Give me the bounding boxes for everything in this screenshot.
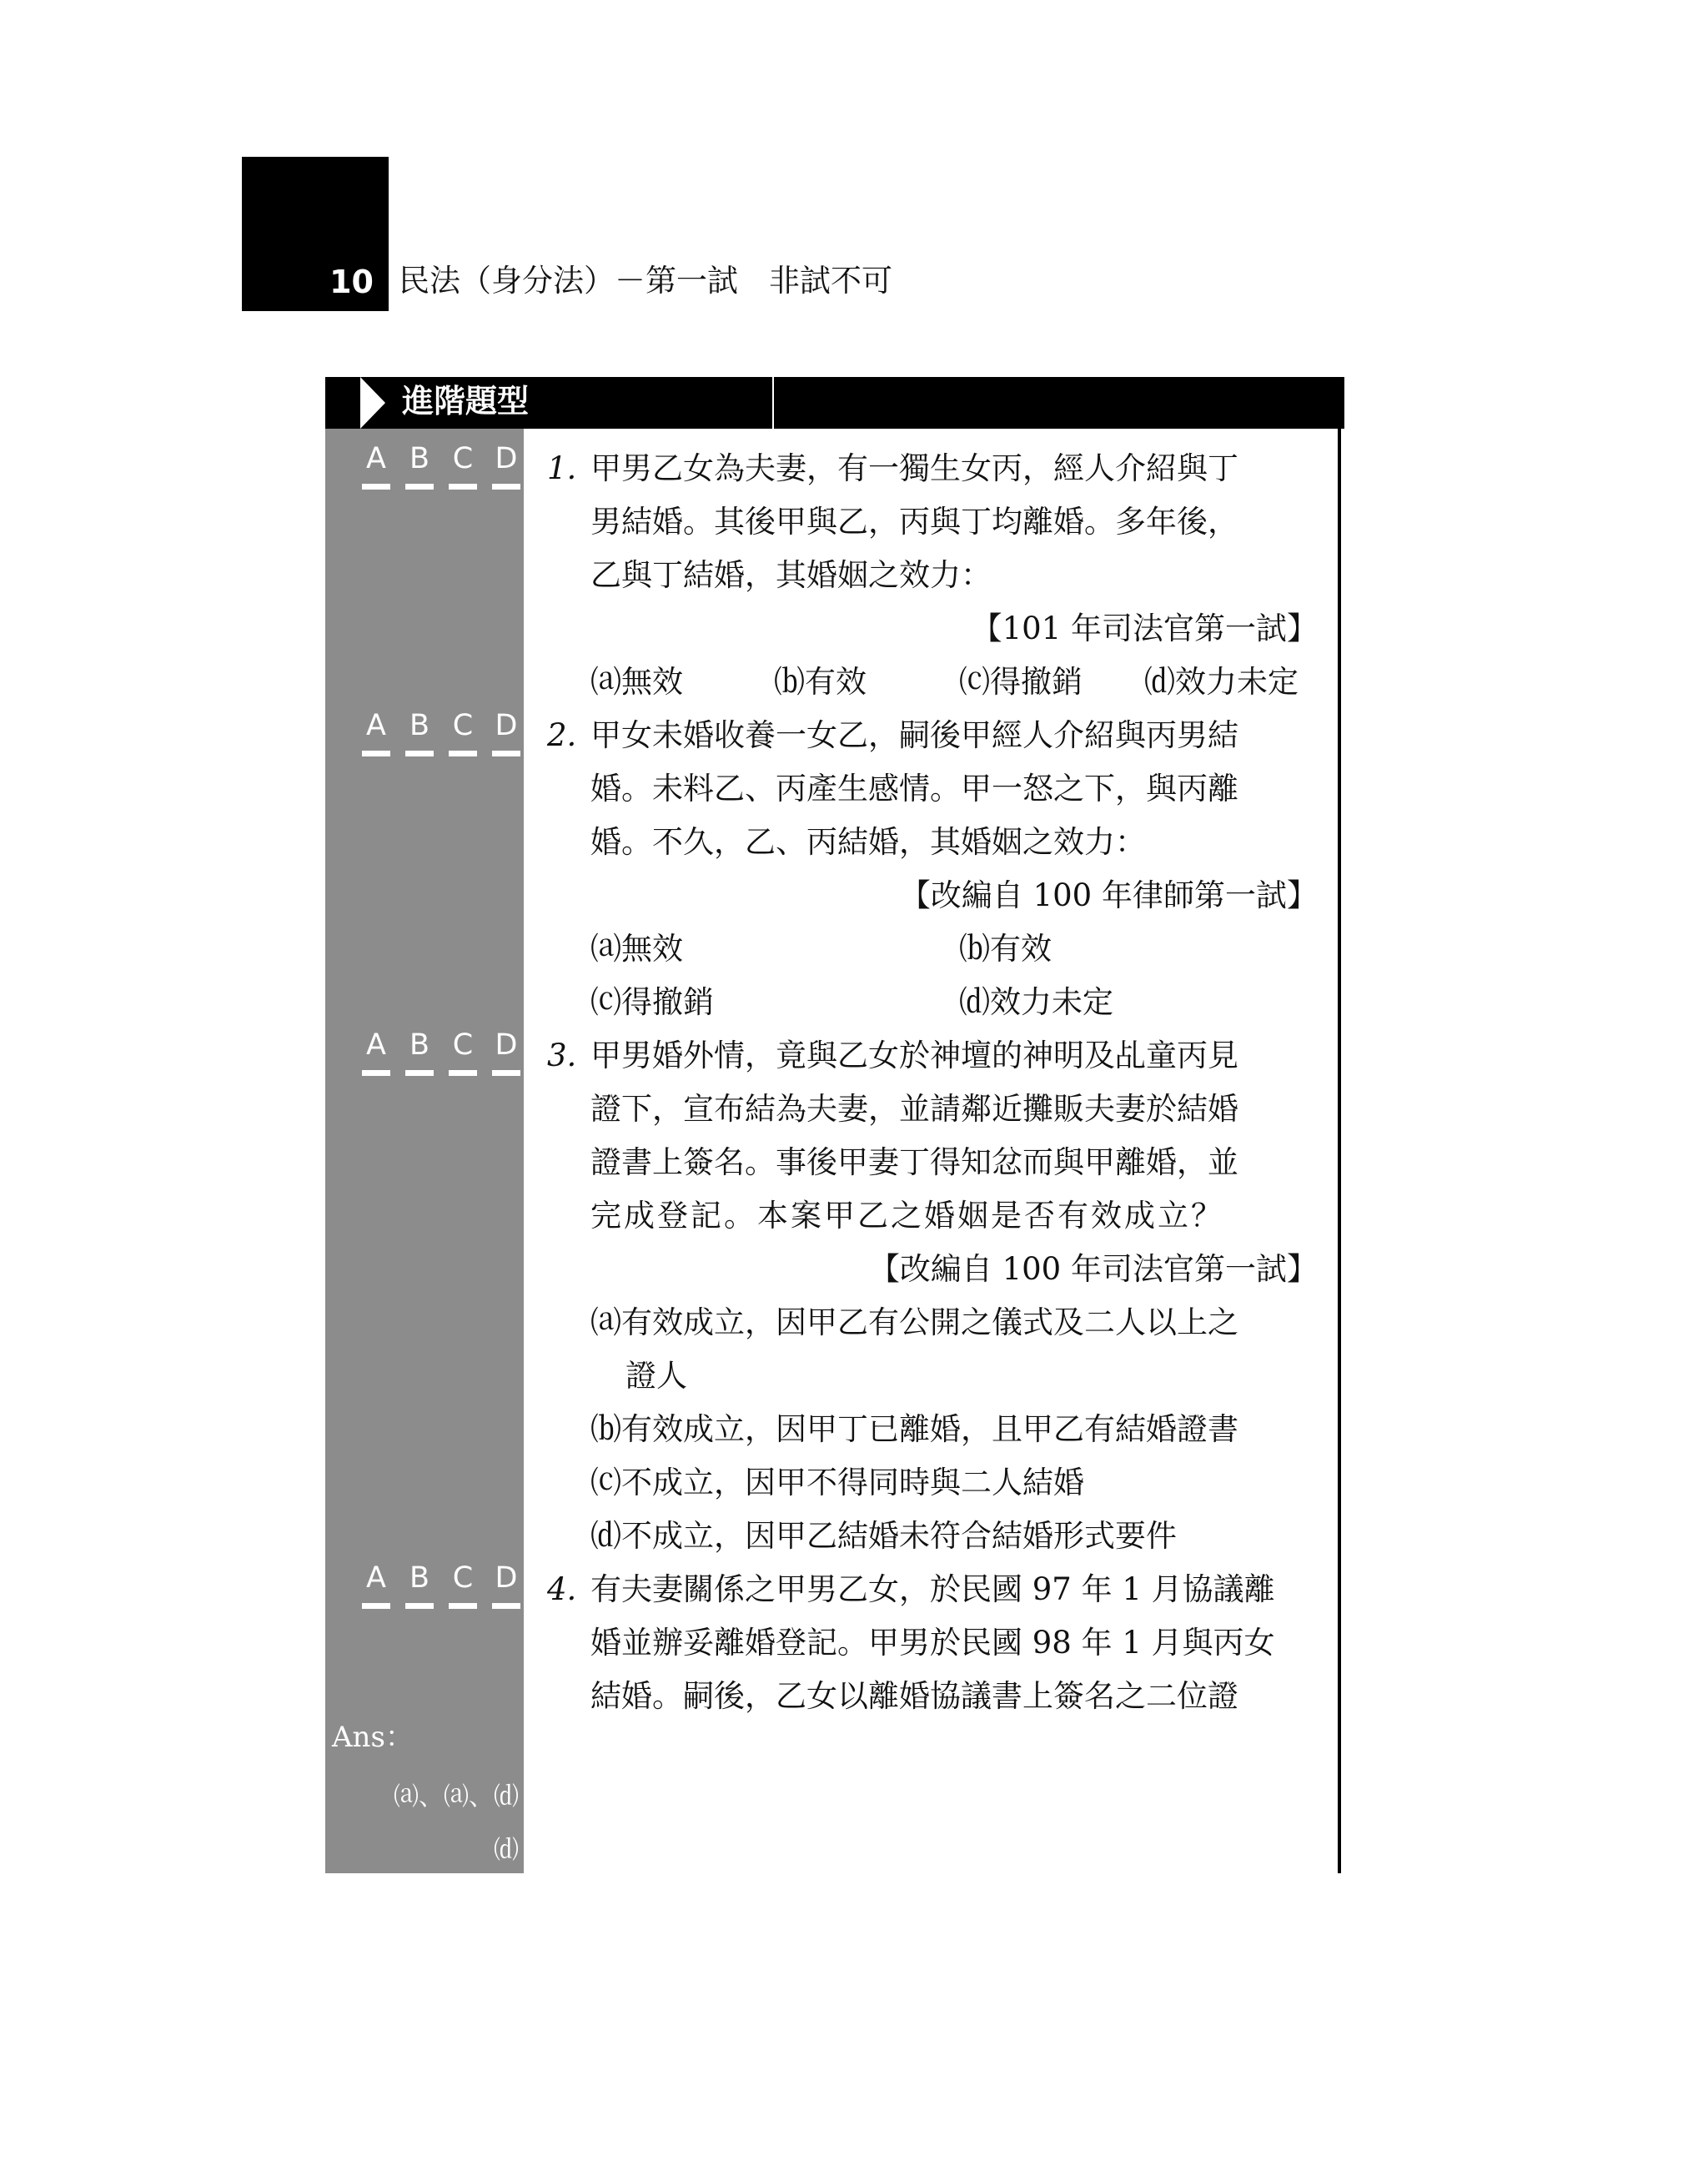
question-source: 【101 年司法官第一試】 <box>971 611 1318 646</box>
page-number: 10 <box>329 264 374 300</box>
question-text-line: 甲男婚外情，竟與乙女於神壇的神明及乩童丙見 <box>590 1038 1238 1073</box>
answer-boxes-q4 <box>362 1561 520 1609</box>
option-a[interactable]: A <box>362 709 390 756</box>
section-arrow-icon <box>360 377 385 429</box>
question-number: 1. <box>547 450 577 486</box>
section-divider <box>772 377 774 429</box>
question-text-line: 完成登記。本案甲乙之婚姻是否有效成立？ <box>590 1198 1224 1234</box>
option-d[interactable]: D <box>492 1028 520 1076</box>
option-b[interactable]: B <box>405 442 434 490</box>
option-d[interactable]: D <box>492 1561 520 1609</box>
option-c[interactable]: C <box>449 1561 477 1609</box>
choice-c[interactable]: ⒞得撤銷 <box>959 664 1083 700</box>
choice-a-continued: 證人 <box>625 1358 687 1394</box>
choice-d[interactable]: ⒟效力未定 <box>959 984 1113 1020</box>
choice-c[interactable]: ⒞得撤銷 <box>590 984 714 1020</box>
right-rule <box>1338 429 1341 1873</box>
question-text-line: 乙與丁結婚，其婚姻之效力： <box>590 557 992 593</box>
choice-b[interactable]: ⒝有效成立，因甲丁已離婚，且甲乙有結婚證書 <box>590 1411 1238 1447</box>
option-d[interactable]: D <box>492 709 520 756</box>
question-text-line: 婚。不久，乙、丙結婚，其婚姻之效力： <box>590 824 1146 860</box>
question-source: 【改編自 100 年律師第一試】 <box>899 877 1318 913</box>
choice-d[interactable]: ⒟不成立，因甲乙結婚未符合結婚形式要件 <box>590 1518 1177 1554</box>
question-number: 3. <box>547 1038 577 1073</box>
choice-a[interactable]: ⒜有效成立，因甲乙有公開之儀式及二人以上之 <box>590 1304 1238 1340</box>
answer-boxes-q3 <box>362 1028 520 1076</box>
option-a[interactable]: A <box>362 1028 390 1076</box>
answer-boxes-q1 <box>362 442 520 490</box>
option-c[interactable]: C <box>449 1028 477 1076</box>
option-b[interactable]: B <box>405 1028 434 1076</box>
choice-a[interactable]: ⒜無效 <box>590 931 683 967</box>
question-number: 4. <box>547 1571 577 1607</box>
question-text-line: 有夫妻關係之甲男乙女，於民國 97 年 1 月協議離 <box>590 1571 1275 1607</box>
option-d[interactable]: D <box>492 442 520 490</box>
running-title: 民法（身分法）－第一試 非試不可 <box>399 263 892 299</box>
question-text-line: 婚並辦妥離婚登記。甲男於民國 98 年 1 月與丙女 <box>590 1625 1275 1661</box>
question-text-line: 男結婚。其後甲與乙，丙與丁均離婚。多年後， <box>590 504 1238 540</box>
question-text-line: 結婚。嗣後，乙女以離婚協議書上簽名之二位證 <box>590 1678 1238 1714</box>
question-number: 2. <box>547 717 577 753</box>
option-a[interactable]: A <box>362 442 390 490</box>
question-text-line: 證下，宣布結為夫妻，並請鄰近攤販夫妻於結婚 <box>590 1091 1238 1127</box>
question-text-line: 甲女未婚收養一女乙，嗣後甲經人介紹與丙男結 <box>590 717 1238 753</box>
answers-line-1: ⒜、⒜、⒟ <box>394 1782 519 1812</box>
answers-line-2: ⒟ <box>494 1836 519 1865</box>
choice-b[interactable]: ⒝有效 <box>774 664 867 700</box>
option-c[interactable]: C <box>449 709 477 756</box>
answer-boxes-q2 <box>362 709 520 756</box>
page-number-block <box>242 157 389 311</box>
choice-b[interactable]: ⒝有效 <box>959 931 1052 967</box>
question-source: 【改編自 100 年司法官第一試】 <box>868 1251 1318 1287</box>
section-title: 進階題型 <box>402 383 530 420</box>
option-b[interactable]: B <box>405 1561 434 1609</box>
question-text-line: 甲男乙女為夫妻，有一獨生女丙，經人介紹與丁 <box>590 450 1238 486</box>
question-text-line: 證書上簽名。事後甲妻丁得知忿而與甲離婚，並 <box>590 1144 1238 1180</box>
choice-d[interactable]: ⒟效力未定 <box>1144 664 1299 700</box>
option-b[interactable]: B <box>405 709 434 756</box>
option-a[interactable]: A <box>362 1561 390 1609</box>
option-c[interactable]: C <box>449 442 477 490</box>
choice-a[interactable]: ⒜無效 <box>590 664 683 700</box>
choice-c[interactable]: ⒞不成立，因甲不得同時與二人結婚 <box>590 1465 1084 1500</box>
answer-sidebar <box>325 429 524 1873</box>
question-text-line: 婚。未料乙、丙產生感情。甲一怒之下，與丙離 <box>590 771 1238 807</box>
answers-label: Ans： <box>332 1721 414 1754</box>
